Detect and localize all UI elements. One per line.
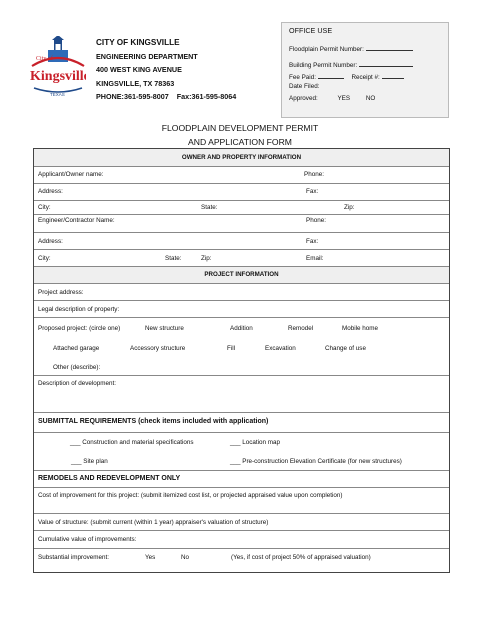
engineer-state-label: State:: [165, 255, 182, 262]
option-fill[interactable]: Fill: [227, 345, 236, 352]
engineer-address-label: Address:: [38, 238, 63, 245]
engineer-city-row[interactable]: [34, 250, 449, 267]
fee-paid-field[interactable]: [318, 69, 344, 79]
option-remodel[interactable]: Remodel: [288, 325, 314, 332]
building-permit-label: Building Permit Number:: [289, 62, 358, 69]
cumulative-row[interactable]: [34, 531, 449, 549]
option-attached-garage[interactable]: Attached garage: [53, 345, 100, 352]
email-label: Email:: [306, 255, 324, 262]
project-section-heading-row: [34, 267, 449, 284]
proposed-project-row-2: [34, 340, 449, 362]
street-address: 400 WEST KING AVENUE: [96, 65, 182, 74]
substantial-label: Substantial improvement:: [38, 554, 110, 561]
floodplain-permit-label: Floodplain Permit Number:: [289, 46, 364, 53]
floodplain-permit-field[interactable]: [366, 41, 413, 51]
submittal-row-2: [34, 453, 449, 471]
owner-section-heading: OWNER AND PROPERTY INFORMATION: [181, 154, 302, 161]
building-permit-field[interactable]: [359, 57, 413, 67]
applicant-phone-label: Phone:: [304, 171, 324, 178]
legal-description-row[interactable]: [34, 301, 449, 318]
cost-improvement-label: Cost of improvement for this project: (submit itemized cost list, or projected appraised value upon completion): [38, 492, 343, 499]
proposed-project-label: Proposed project: (circle one): [38, 325, 121, 332]
owner-section-heading-row: [34, 149, 449, 167]
fee-paid-label: Fee Paid:: [289, 74, 316, 81]
remodels-heading: REMODELS AND REDEVELOPMENT ONLY: [38, 475, 181, 482]
zip-label: Zip:: [344, 204, 355, 211]
permit-form: [33, 148, 450, 573]
applicant-label: Applicant/Owner name:: [38, 171, 104, 178]
engineer-zip-label: Zip:: [201, 255, 212, 262]
state-label: State:: [201, 204, 218, 211]
submittal-heading: SUBMITTAL REQUIREMENTS (check items included with application): [38, 418, 269, 425]
engineer-label: Engineer/Contractor Name:: [38, 217, 115, 224]
phone-number: PHONE:361-595-8007: [96, 92, 169, 101]
form-title: [0, 122, 480, 149]
city-state-zip: KINGSVILLE, TX 78363: [96, 78, 175, 88]
svg-text:TEXAS: TEXAS: [50, 92, 65, 97]
engineer-address-row[interactable]: [34, 233, 449, 250]
submittal-row-1: [34, 433, 449, 453]
receipt-label: Receipt #:: [351, 74, 380, 81]
form-title-line2: AND APPLICATION FORM: [188, 136, 292, 147]
address-row[interactable]: [34, 184, 449, 201]
approved-yes[interactable]: YES: [337, 95, 351, 102]
option-mobile-home[interactable]: Mobile home: [342, 325, 379, 332]
construction-specs-item[interactable]: ___ Construction and material specifications: [70, 439, 194, 446]
structure-value-row[interactable]: [34, 514, 449, 531]
date-filed-label: Date Filed:: [289, 83, 320, 90]
approved-label: Approved:: [289, 95, 318, 102]
proposed-project-row: [34, 318, 449, 340]
substantial-no[interactable]: No: [181, 554, 190, 561]
substantial-note: (Yes, if cost of project 50% of appraised valuation): [231, 554, 371, 561]
engineer-fax-label: Fax:: [306, 238, 319, 245]
substantial-row: [34, 549, 449, 569]
form-title-line1: FLOODPLAIN DEVELOPMENT PERMIT: [161, 123, 319, 133]
cost-improvement-row[interactable]: [34, 488, 449, 514]
site-plan-item[interactable]: ___ Site plan: [71, 458, 108, 465]
project-address-label: Project address:: [38, 289, 84, 296]
department-header: [96, 36, 236, 104]
receipt-field[interactable]: [382, 69, 404, 79]
fax-number: Fax:361-595-8064: [176, 92, 237, 101]
office-use-box: [281, 22, 449, 118]
legal-description-label: Legal description of property:: [38, 306, 120, 313]
city-name: CITY OF KINGSVILLE: [96, 38, 180, 47]
structure-value-label: Value of structure: (submit current (within 1 year) appraiser's valuation of structure): [38, 519, 269, 526]
description-row[interactable]: [34, 376, 449, 413]
applicant-row[interactable]: [34, 167, 449, 184]
city-row[interactable]: [34, 201, 449, 215]
city-label: City:: [38, 204, 51, 211]
elevation-certificate-item[interactable]: ___ Pre-construction Elevation Certificate (for new structures): [230, 458, 402, 465]
option-addition[interactable]: Addition: [230, 325, 253, 332]
approved-no[interactable]: NO: [365, 95, 376, 102]
option-excavation[interactable]: Excavation: [265, 345, 296, 352]
city-logo: [28, 36, 86, 100]
engineer-phone-label: Phone:: [306, 217, 326, 224]
address-label: Address:: [38, 188, 63, 195]
engineer-row[interactable]: [34, 215, 449, 233]
location-map-item[interactable]: ___ Location map: [230, 439, 281, 446]
option-new-structure[interactable]: New structure: [145, 325, 184, 332]
project-section-heading: PROJECT INFORMATION: [204, 271, 279, 278]
substantial-yes[interactable]: Yes: [145, 554, 156, 561]
fax-label: Fax:: [306, 188, 319, 195]
svg-text:City of: City of: [36, 56, 53, 62]
remodels-heading-row: [34, 471, 449, 488]
submittal-heading-row: [34, 413, 449, 433]
contact-line: [96, 90, 236, 104]
other-row[interactable]: [34, 362, 449, 376]
office-use-title: OFFICE USE: [289, 26, 333, 35]
department-name: ENGINEERING DEPARTMENT: [96, 51, 198, 61]
description-label: Description of development:: [38, 380, 117, 387]
project-address-row[interactable]: [34, 284, 449, 301]
engineer-city-label: City:: [38, 255, 51, 262]
other-describe-label: Other (describe):: [53, 364, 101, 371]
cumulative-label: Cumulative value of improvements:: [38, 536, 137, 543]
svg-text:Kingsville: Kingsville: [30, 69, 86, 84]
option-accessory-structure[interactable]: Accessory structure: [130, 345, 186, 352]
option-change-of-use[interactable]: Change of use: [325, 345, 366, 352]
